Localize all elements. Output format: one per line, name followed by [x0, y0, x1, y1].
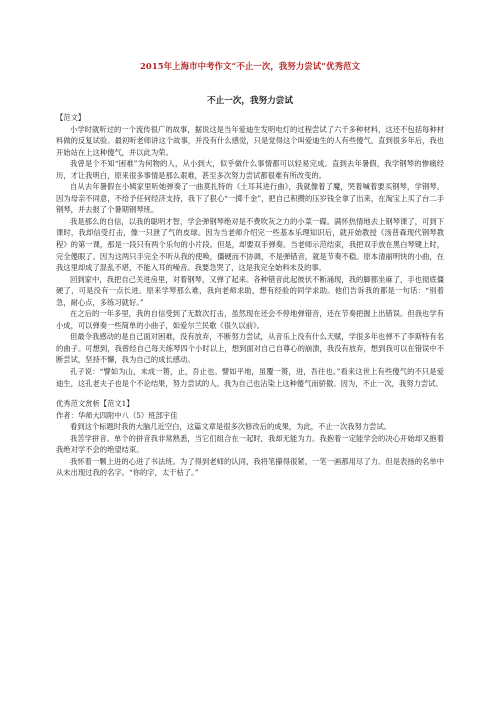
commentary-paragraph: 看到这个标题时我的大脑几近空白，这篇文章是很多次修改后的成果，为此，不止一次我努力尝试。	[70, 422, 392, 432]
essay-title: 不止一次，我努力尝试	[207, 96, 293, 106]
essay-paragraph: 回到家中，我把自己关进房里，对着钢琴，又弹了起来。各种错音此起彼伏不断涌现，我的脚都坐麻了，手也彻底僵硬了，可是没有一点长进。原来学琴那么难，我向老师求助，想有经验的同学求助。他们告诉我的都是一句话：“别着急，耐心点，多练习就好。”	[56, 274, 444, 307]
commentary-paragraph: 我怀着一颗上进的心进了书法班。为了得到老师的认同，我将笔攥得很紧，一笔一画都用尽了力。但是表扬的名单中从未出现过我的名字。“你的字，太干枯了。”	[56, 456, 444, 478]
essay-paragraph: 我是那么的自信，以我的聪明才智，学会弹钢琴绝对是不费吹灰之力的小菜一碟。满怀热情地去上钢琴课了，可到下课时，我却信受打击，像一只泄了气的皮球。因为当老师介绍完一些基本乐理知识后，就开始教授《汤普森现代钢琴教程》的第一课，那是一段只有两个乐句的小片段。但是，却要双手弹奏。当老师示范结束，我把双手放在黑白琴键上时，完全傻眼了。因为这两只手完全不听从我的使唤，僵硬而不协调，不是弹错音，就是节奏不稳。原本清丽明快的小曲，在我这里却成了混乱不堪，不能入耳的噪音。我要急哭了，这是我完全始料未及的事。	[56, 216, 444, 273]
document-title: 2015年上海市中考作文“不止一次，我努力尝试”优秀范文	[140, 61, 360, 71]
commentary-author: 作者：华师大四附中八（5）班部宇佳	[56, 410, 178, 420]
commentary-paragraph: 我苦学拼音。单个的拼音我非常熟悉，当它们组合在一起时，我却无能为力。我抱着一定能学会的决心开始却又抱着我绝对学不会的绝望结束。	[56, 433, 444, 455]
commentary-section	[56, 398, 444, 479]
essay-paragraph: 自从去年暑假在小姨家里听她弹奏了一曲莫扎特的《土耳其进行曲》，我就像着了魔，哭着喊着要买钢琴，学钢琴。因为母亲不同意，不给予任何经济支持，我下了狠心“一掷千金”，把自己积攒的压岁钱全拿了出来，在淘宝上买了台二手钢琴，并去报了个暑期钢琴班。	[56, 182, 444, 215]
essay-paragraph: 在之后的一年多里，我的自信受到了无数次打击，虽然现在还会不停地弹错音，还在节奏把握上出错误。但我也学有小成，可以弹奏一些简单的小曲子，如爱尔兰民歌《很久以前》。	[56, 309, 444, 330]
essay-paragraph: 孔子说：“譬如为山，未成一篑，止，吾止也。譬如平地，虽覆一篑，进，吾往也。”看来这世上有些傻气的不只是爱迪生，这孔老夫子也是个不论结果，努力尝试的人。我为自己也沾染上这种傻气而骄傲。因为，不止一次，我努力尝试。	[56, 367, 444, 388]
essay-body	[56, 124, 444, 390]
essay-tag: 【范文】	[56, 113, 86, 122]
commentary-heading: 优秀范文赏析【范文1】	[56, 399, 134, 409]
essay-paragraph: 但最令我感动的是自己面对困难，没有放弃，不断努力尝试，从音乐上没有什么天赋，学很多年也弹不了李斯特有名的曲子。可想到，我曾经自己每天练琴四个小时以上，想到面对自己自尊心的崩溃，我没有放弃，想到我可以在错误中不断尝试，坚持不懈，我为自己的成长感动。	[56, 332, 444, 365]
essay-paragraph: 小学时就听过的一个流传很广的故事，据说这是当年爱迪生发明电灯的过程尝试了六千多种材料，这还不包括每种材料做的反复试验。最初听老师讲这个故事，并没有什么感觉，只是觉得这个叫爱迪生的人有些傻气。直到很多年后，我也开始站在上这种傻气，并以此为荣。	[56, 124, 444, 157]
essay-paragraph: 我曾是个不知“困难”为何物的人，从小到大，似乎做什么事情都可以轻易完成。直到去年暑假，我学钢琴的惨痛经历，才让我明白，原来很多事情是那么艰难，甚至多次努力尝试都很难有所改变的。	[56, 159, 444, 180]
